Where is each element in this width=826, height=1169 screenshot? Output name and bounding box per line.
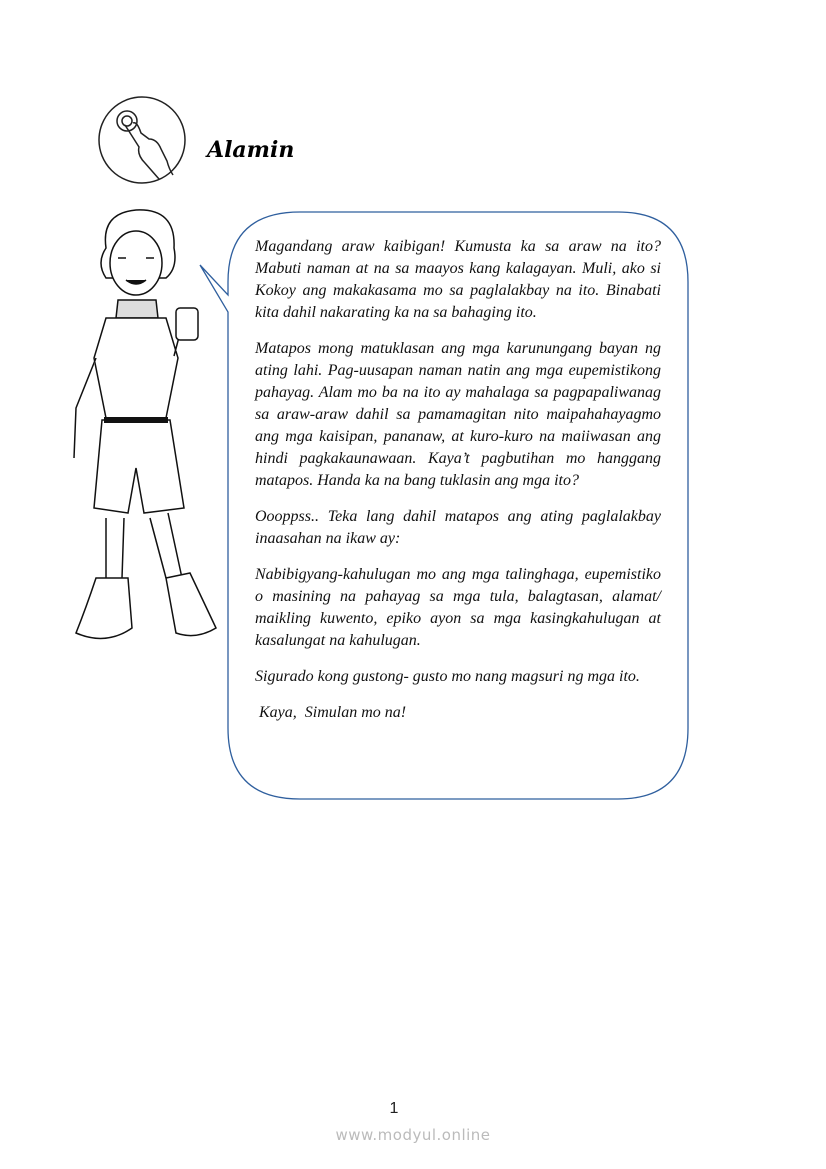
section-title: Alamin	[207, 137, 295, 163]
watermark: www.modyul.online	[335, 1126, 491, 1144]
kokoy-character-illustration	[66, 208, 226, 653]
page-number: 1	[389, 1100, 399, 1117]
paragraph: Nabibigyang-kahulugan mo ang mga talinghaga, eupemistiko o masining na pahayag sa mga tula, balagtasan, alamat/ maikling kuwento, epiko ayon sa mga kasingkahulugan at kasalungat na kahulugan.	[255, 566, 661, 649]
paragraph: Kaya, Simulan mo na!	[255, 704, 407, 721]
speech-text	[255, 236, 661, 738]
paragraph: Sigurado kong gustong- gusto mo nang magsuri ng mga ito.	[255, 668, 640, 685]
paragraph: Matapos mong matuklasan ang mga karunungang bayan ng ating lahi. Pag-uusapan naman natin ang mga eupemistikong pahayag. Alam mo ba na ito ay mahalaga sa pagpapaliwanag sa araw-araw dahil sa pamamagitan nito maipahahayagmo ang mga kaisipan, pananaw, at kuro-kuro na maiiwasan ang hindi pagkakaunawaan. Kaya’t pagbutihan mo hanggang matapos. Handa ka na bang tuklasin ang mga ito?	[255, 340, 661, 489]
paragraph: Magandang araw kaibigan! Kumusta ka sa araw na ito? Mabuti naman at na sa maayos kang kalagayan. Muli, ako si Kokoy ang makakasama mo sa paglalakbay na ito. Binabati kita dahil nakarating ka na sa bahaging ito.	[255, 238, 661, 321]
paragraph: Oooppss.. Teka lang dahil matapos ang ating paglalakbay inaasahan na ikaw ay:	[255, 508, 661, 547]
